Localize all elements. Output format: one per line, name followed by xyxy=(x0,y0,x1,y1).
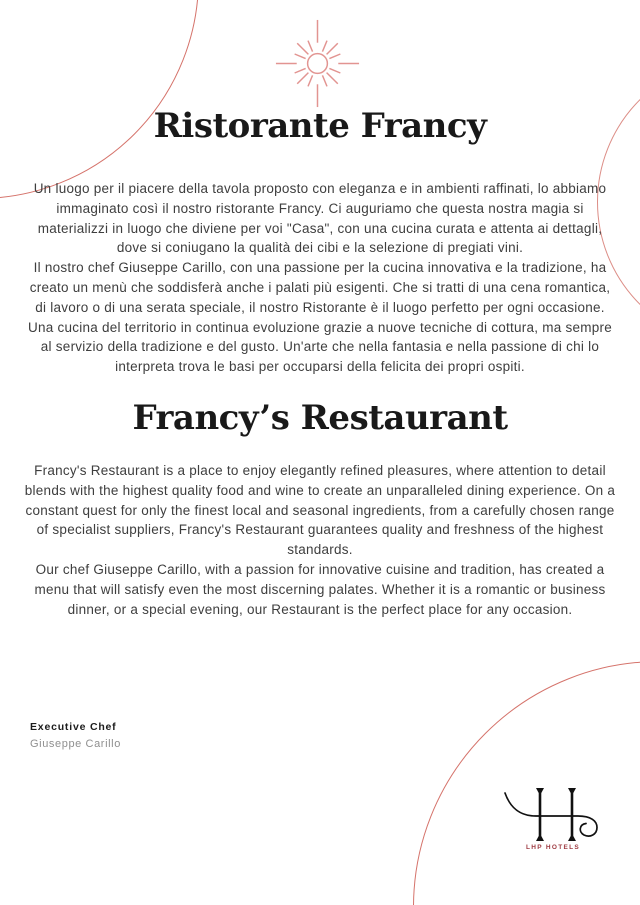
lhp-hotels-wordmark: LHP HOTELS xyxy=(525,844,581,851)
english-paragraphs xyxy=(24,461,616,619)
english-paragraph-2: Our chef Giuseppe Carillo, with a passion for innovative cuisine and tradition, has created a menu that will satisfy even the most discerning palates. Whether it is a romantic or business dinner, or a special evening, our Restaurant is the perfect place for any occasion. xyxy=(34,561,606,617)
italian-paragraph-2: Il nostro chef Giuseppe Carillo, con una passione per la cucina innovativa e la tradizione, ha creato un menù che soddisferà anche i palati più esigenti. Che si tratti di una cena romantica, di lavoro o di una serata speciale, il nostro Ristorante è il luogo perfetto per ogni occasione. Una cucina del territorio in continua evoluzione grazie a nuove tecniche di cottura, ma sempre al servizio della tradizione e del gusto. Un'arte che nella fantasia e nella passione di chi lo interpreta trova le basi per occuparsi della felicita dei propri ospiti. xyxy=(27,260,613,375)
english-paragraph-1: Francy's Restaurant is a place to enjoy elegantly refined pleasures, where attention to detail blends with the highest quality food and wine to create an unparalleled dining experience. On a constant quest for only the finest local and seasonal ingredients, from a carefully chosen range of specialist suppliers, Francy's Restaurant guarantees quality and freshness of the highest standards. xyxy=(24,463,616,558)
italian-title: Ristorante Francy xyxy=(153,106,487,146)
english-title: Francy’s Restaurant xyxy=(132,398,508,438)
italian-paragraph-1: Un luogo per il piacere della tavola proposto con eleganza e in ambienti raffinati, lo abbiamo immaginato così il nostro ristorante Francy. Ci auguriamo che questa nostra magia si materializzi in luogo che diviene per voi "Casa", con una cucina curata e attenta ai dettagli, dove si coniugano la qualità dei cibi e la selezione di pregiati vini. xyxy=(33,181,607,256)
italian-paragraphs xyxy=(24,179,616,377)
chef-name: Giuseppe Carillo xyxy=(30,738,121,750)
chef-signature-block xyxy=(30,721,121,750)
top-left-arc-decoration xyxy=(0,0,199,199)
sunburst-icon xyxy=(270,16,365,111)
lhp-hotels-logo xyxy=(492,776,622,862)
chef-role-label: Executive Chef xyxy=(30,721,117,733)
